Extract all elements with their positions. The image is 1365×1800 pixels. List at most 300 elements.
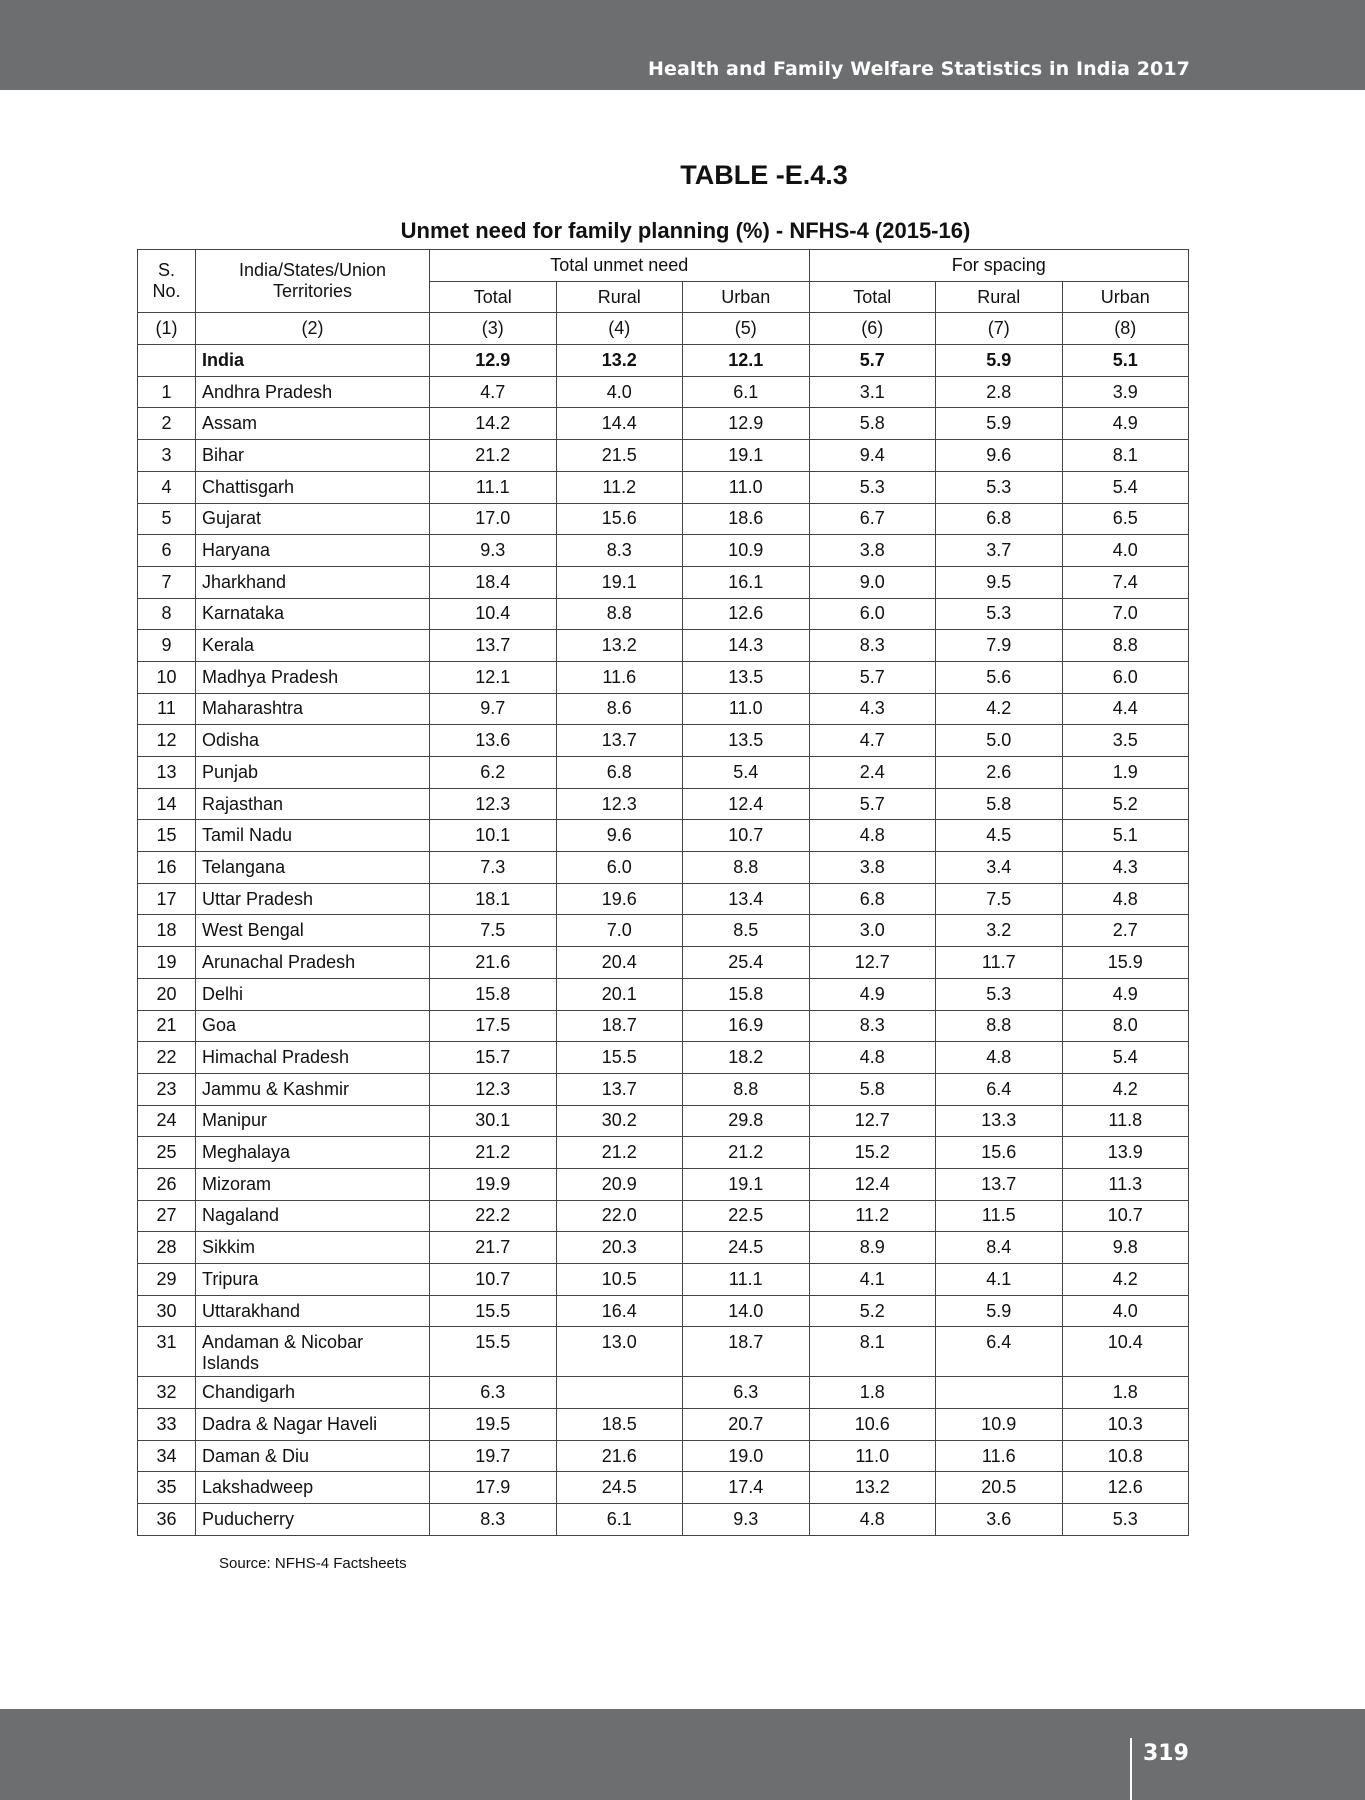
value-cell: 13.9 bbox=[1062, 1137, 1189, 1169]
table-row bbox=[138, 566, 1189, 598]
value-cell: 30.2 bbox=[556, 1105, 683, 1137]
value-cell: 17.9 bbox=[430, 1472, 557, 1504]
value-cell: 4.0 bbox=[1062, 1295, 1189, 1327]
running-header-title: Health and Family Welfare Statistics in India 2017 bbox=[647, 58, 1190, 80]
state-name: Arunachal Pradesh bbox=[196, 947, 430, 979]
value-cell: 30.1 bbox=[430, 1105, 557, 1137]
state-name: Tripura bbox=[196, 1264, 430, 1296]
value-cell: 13.5 bbox=[683, 661, 810, 693]
state-name: Karnataka bbox=[196, 598, 430, 630]
value-cell: 4.7 bbox=[430, 376, 557, 408]
value-cell: 4.8 bbox=[809, 1504, 936, 1536]
value-cell: 10.5 bbox=[556, 1264, 683, 1296]
value-cell: 3.8 bbox=[809, 852, 936, 884]
value-cell: 4.0 bbox=[556, 376, 683, 408]
col-header-spacing-urban: Urban bbox=[1062, 281, 1189, 313]
value-cell: 8.6 bbox=[556, 693, 683, 725]
value-cell: 4.8 bbox=[1062, 883, 1189, 915]
value-cell: 4.9 bbox=[1062, 408, 1189, 440]
row-sno: 7 bbox=[138, 566, 196, 598]
value-cell: 7.0 bbox=[556, 915, 683, 947]
value-cell: 21.6 bbox=[430, 947, 557, 979]
table-row bbox=[138, 1472, 1189, 1504]
row-sno: 34 bbox=[138, 1440, 196, 1472]
state-name: Jharkhand bbox=[196, 566, 430, 598]
value-cell: 2.6 bbox=[936, 757, 1063, 789]
value-cell: 20.3 bbox=[556, 1232, 683, 1264]
value-cell: 9.0 bbox=[809, 566, 936, 598]
source-note: Source: NFHS-4 Factsheets bbox=[219, 1555, 407, 1572]
value-cell: 4.1 bbox=[936, 1264, 1063, 1296]
table-row bbox=[138, 820, 1189, 852]
value-cell: 12.7 bbox=[809, 947, 936, 979]
column-number-row bbox=[138, 313, 1189, 345]
value-cell: 25.4 bbox=[683, 947, 810, 979]
value-cell: 15.9 bbox=[1062, 947, 1189, 979]
value-cell: 12.9 bbox=[683, 408, 810, 440]
value-cell: 5.1 bbox=[1062, 345, 1189, 377]
value-cell: 19.1 bbox=[556, 566, 683, 598]
unmet-need-table bbox=[137, 249, 1189, 1536]
value-cell: 5.9 bbox=[936, 1295, 1063, 1327]
row-sno: 20 bbox=[138, 978, 196, 1010]
value-cell: 15.5 bbox=[430, 1327, 557, 1377]
table-row bbox=[138, 630, 1189, 662]
state-name: Gujarat bbox=[196, 503, 430, 535]
value-cell: 8.3 bbox=[809, 630, 936, 662]
value-cell: 18.7 bbox=[683, 1327, 810, 1377]
value-cell: 6.7 bbox=[809, 503, 936, 535]
value-cell: 4.7 bbox=[809, 725, 936, 757]
value-cell: 20.1 bbox=[556, 978, 683, 1010]
value-cell: 11.0 bbox=[683, 693, 810, 725]
value-cell: 3.5 bbox=[1062, 725, 1189, 757]
value-cell: 15.5 bbox=[430, 1295, 557, 1327]
value-cell: 8.5 bbox=[683, 915, 810, 947]
value-cell: 17.5 bbox=[430, 1010, 557, 1042]
state-name: West Bengal bbox=[196, 915, 430, 947]
value-cell: 3.1 bbox=[809, 376, 936, 408]
state-name: Andaman & Nicobar Islands bbox=[196, 1327, 430, 1377]
value-cell: 9.6 bbox=[936, 440, 1063, 472]
table-row bbox=[138, 788, 1189, 820]
table-row bbox=[138, 757, 1189, 789]
row-sno: 36 bbox=[138, 1504, 196, 1536]
row-sno: 30 bbox=[138, 1295, 196, 1327]
value-cell: 7.5 bbox=[936, 883, 1063, 915]
value-cell: 10.3 bbox=[1062, 1409, 1189, 1441]
value-cell: 6.2 bbox=[430, 757, 557, 789]
table-row bbox=[138, 1168, 1189, 1200]
value-cell: 6.5 bbox=[1062, 503, 1189, 535]
table-row bbox=[138, 1264, 1189, 1296]
value-cell: 5.7 bbox=[809, 661, 936, 693]
value-cell: 5.9 bbox=[936, 345, 1063, 377]
value-cell: 11.6 bbox=[556, 661, 683, 693]
value-cell: 9.5 bbox=[936, 566, 1063, 598]
value-cell: 11.5 bbox=[936, 1200, 1063, 1232]
col-number: (2) bbox=[196, 313, 430, 345]
table-row bbox=[138, 1042, 1189, 1074]
value-cell: 13.7 bbox=[430, 630, 557, 662]
value-cell: 5.0 bbox=[936, 725, 1063, 757]
table-row bbox=[138, 1409, 1189, 1441]
value-cell: 6.0 bbox=[809, 598, 936, 630]
value-cell: 6.4 bbox=[936, 1327, 1063, 1377]
value-cell: 6.0 bbox=[556, 852, 683, 884]
col-header-sno: S. No. bbox=[138, 250, 196, 313]
row-sno: 28 bbox=[138, 1232, 196, 1264]
table-row bbox=[138, 1137, 1189, 1169]
value-cell: 4.3 bbox=[1062, 852, 1189, 884]
value-cell: 7.4 bbox=[1062, 566, 1189, 598]
value-cell: 5.8 bbox=[809, 1073, 936, 1105]
value-cell: 6.3 bbox=[683, 1377, 810, 1409]
value-cell: 14.0 bbox=[683, 1295, 810, 1327]
state-name: Uttar Pradesh bbox=[196, 883, 430, 915]
row-sno: 23 bbox=[138, 1073, 196, 1105]
value-cell: 16.4 bbox=[556, 1295, 683, 1327]
state-name: Dadra & Nagar Haveli bbox=[196, 1409, 430, 1441]
row-sno: 16 bbox=[138, 852, 196, 884]
value-cell: 4.1 bbox=[809, 1264, 936, 1296]
row-sno: 18 bbox=[138, 915, 196, 947]
row-sno: 11 bbox=[138, 693, 196, 725]
value-cell: 8.9 bbox=[809, 1232, 936, 1264]
value-cell: 5.2 bbox=[1062, 788, 1189, 820]
value-cell: 12.9 bbox=[430, 345, 557, 377]
table-row bbox=[138, 1377, 1189, 1409]
value-cell: 11.2 bbox=[556, 471, 683, 503]
table-row bbox=[138, 978, 1189, 1010]
table-row bbox=[138, 1504, 1189, 1536]
row-sno: 1 bbox=[138, 376, 196, 408]
state-name: Manipur bbox=[196, 1105, 430, 1137]
value-cell: 4.5 bbox=[936, 820, 1063, 852]
state-name: Mizoram bbox=[196, 1168, 430, 1200]
value-cell: 11.8 bbox=[1062, 1105, 1189, 1137]
value-cell: 16.1 bbox=[683, 566, 810, 598]
value-cell: 5.4 bbox=[1062, 1042, 1189, 1074]
value-cell: 20.9 bbox=[556, 1168, 683, 1200]
row-sno: 21 bbox=[138, 1010, 196, 1042]
value-cell: 5.1 bbox=[1062, 820, 1189, 852]
state-name: Chattisgarh bbox=[196, 471, 430, 503]
value-cell: 7.3 bbox=[430, 852, 557, 884]
value-cell: 8.1 bbox=[1062, 440, 1189, 472]
value-cell: 19.5 bbox=[430, 1409, 557, 1441]
table-row bbox=[138, 535, 1189, 567]
value-cell: 9.8 bbox=[1062, 1232, 1189, 1264]
state-name: Bihar bbox=[196, 440, 430, 472]
value-cell: 8.4 bbox=[936, 1232, 1063, 1264]
value-cell: 8.3 bbox=[430, 1504, 557, 1536]
value-cell: 15.8 bbox=[683, 978, 810, 1010]
table-row bbox=[138, 693, 1189, 725]
value-cell: 1.8 bbox=[1062, 1377, 1189, 1409]
row-sno: 17 bbox=[138, 883, 196, 915]
col-header-urban: Urban bbox=[683, 281, 810, 313]
value-cell: 13.7 bbox=[556, 725, 683, 757]
value-cell: 19.1 bbox=[683, 440, 810, 472]
row-sno: 13 bbox=[138, 757, 196, 789]
value-cell: 3.4 bbox=[936, 852, 1063, 884]
table-row bbox=[138, 503, 1189, 535]
value-cell: 8.8 bbox=[936, 1010, 1063, 1042]
value-cell: 20.7 bbox=[683, 1409, 810, 1441]
value-cell: 4.8 bbox=[809, 820, 936, 852]
value-cell: 6.8 bbox=[936, 503, 1063, 535]
state-name: Daman & Diu bbox=[196, 1440, 430, 1472]
table-row bbox=[138, 1440, 1189, 1472]
value-cell: 7.0 bbox=[1062, 598, 1189, 630]
value-cell: 9.7 bbox=[430, 693, 557, 725]
value-cell: 6.4 bbox=[936, 1073, 1063, 1105]
col-number: (3) bbox=[430, 313, 557, 345]
value-cell: 13.2 bbox=[556, 630, 683, 662]
value-cell: 3.0 bbox=[809, 915, 936, 947]
value-cell: 9.4 bbox=[809, 440, 936, 472]
state-name: Telangana bbox=[196, 852, 430, 884]
table-row bbox=[138, 1073, 1189, 1105]
value-cell: 22.2 bbox=[430, 1200, 557, 1232]
value-cell: 13.2 bbox=[809, 1472, 936, 1504]
value-cell: 8.0 bbox=[1062, 1010, 1189, 1042]
table-row bbox=[138, 598, 1189, 630]
value-cell: 10.7 bbox=[430, 1264, 557, 1296]
col-header-state: India/States/Union Territories bbox=[196, 250, 430, 313]
value-cell: 4.8 bbox=[936, 1042, 1063, 1074]
table-row bbox=[138, 471, 1189, 503]
value-cell: 12.7 bbox=[809, 1105, 936, 1137]
state-name: Jammu & Kashmir bbox=[196, 1073, 430, 1105]
value-cell: 8.3 bbox=[556, 535, 683, 567]
state-name: Lakshadweep bbox=[196, 1472, 430, 1504]
value-cell: 19.0 bbox=[683, 1440, 810, 1472]
value-cell: 6.0 bbox=[1062, 661, 1189, 693]
value-cell: 3.6 bbox=[936, 1504, 1063, 1536]
value-cell: 14.2 bbox=[430, 408, 557, 440]
row-sno: 2 bbox=[138, 408, 196, 440]
value-cell: 12.1 bbox=[683, 345, 810, 377]
table-body bbox=[138, 345, 1189, 1536]
table-row bbox=[138, 1327, 1189, 1377]
state-name: Odisha bbox=[196, 725, 430, 757]
value-cell bbox=[556, 1377, 683, 1409]
value-cell: 13.7 bbox=[936, 1168, 1063, 1200]
value-cell: 11.6 bbox=[936, 1440, 1063, 1472]
col-number: (6) bbox=[809, 313, 936, 345]
value-cell: 12.1 bbox=[430, 661, 557, 693]
row-sno: 33 bbox=[138, 1409, 196, 1441]
value-cell: 12.4 bbox=[683, 788, 810, 820]
value-cell: 5.2 bbox=[809, 1295, 936, 1327]
value-cell: 5.3 bbox=[1062, 1504, 1189, 1536]
value-cell: 21.7 bbox=[430, 1232, 557, 1264]
value-cell: 12.3 bbox=[556, 788, 683, 820]
value-cell: 5.3 bbox=[809, 471, 936, 503]
col-number: (7) bbox=[936, 313, 1063, 345]
value-cell: 10.8 bbox=[1062, 1440, 1189, 1472]
value-cell: 5.7 bbox=[809, 788, 936, 820]
value-cell: 8.8 bbox=[1062, 630, 1189, 662]
table-row-india bbox=[138, 345, 1189, 377]
value-cell: 9.3 bbox=[430, 535, 557, 567]
value-cell: 24.5 bbox=[556, 1472, 683, 1504]
value-cell: 22.5 bbox=[683, 1200, 810, 1232]
row-sno: 3 bbox=[138, 440, 196, 472]
value-cell: 29.8 bbox=[683, 1105, 810, 1137]
state-name: Madhya Pradesh bbox=[196, 661, 430, 693]
value-cell: 5.3 bbox=[936, 598, 1063, 630]
table-row bbox=[138, 1232, 1189, 1264]
value-cell: 2.7 bbox=[1062, 915, 1189, 947]
value-cell: 7.9 bbox=[936, 630, 1063, 662]
value-cell: 4.8 bbox=[809, 1042, 936, 1074]
value-cell: 18.1 bbox=[430, 883, 557, 915]
value-cell: 19.7 bbox=[430, 1440, 557, 1472]
row-sno: 31 bbox=[138, 1327, 196, 1377]
value-cell: 5.3 bbox=[936, 471, 1063, 503]
value-cell: 20.4 bbox=[556, 947, 683, 979]
value-cell: 21.5 bbox=[556, 440, 683, 472]
value-cell: 14.4 bbox=[556, 408, 683, 440]
value-cell: 21.6 bbox=[556, 1440, 683, 1472]
col-header-spacing-rural: Rural bbox=[936, 281, 1063, 313]
state-name: Tamil Nadu bbox=[196, 820, 430, 852]
value-cell: 1.8 bbox=[809, 1377, 936, 1409]
col-group-spacing: For spacing bbox=[809, 250, 1189, 282]
value-cell: 5.7 bbox=[809, 345, 936, 377]
col-number: (4) bbox=[556, 313, 683, 345]
row-sno: 14 bbox=[138, 788, 196, 820]
state-name: Delhi bbox=[196, 978, 430, 1010]
value-cell: 19.9 bbox=[430, 1168, 557, 1200]
value-cell: 10.7 bbox=[683, 820, 810, 852]
value-cell: 8.8 bbox=[683, 1073, 810, 1105]
value-cell: 15.2 bbox=[809, 1137, 936, 1169]
table-row bbox=[138, 1010, 1189, 1042]
state-name: Assam bbox=[196, 408, 430, 440]
state-name: Meghalaya bbox=[196, 1137, 430, 1169]
value-cell: 10.1 bbox=[430, 820, 557, 852]
value-cell: 5.4 bbox=[1062, 471, 1189, 503]
value-cell: 10.6 bbox=[809, 1409, 936, 1441]
value-cell: 15.8 bbox=[430, 978, 557, 1010]
state-name: Rajasthan bbox=[196, 788, 430, 820]
header-band bbox=[0, 0, 1365, 90]
state-name: Maharashtra bbox=[196, 693, 430, 725]
col-header-spacing-total: Total bbox=[809, 281, 936, 313]
value-cell: 15.6 bbox=[556, 503, 683, 535]
row-sno: 6 bbox=[138, 535, 196, 567]
value-cell: 12.3 bbox=[430, 1073, 557, 1105]
row-sno: 12 bbox=[138, 725, 196, 757]
table-row bbox=[138, 408, 1189, 440]
table-row bbox=[138, 852, 1189, 884]
col-number: (5) bbox=[683, 313, 810, 345]
value-cell: 5.8 bbox=[809, 408, 936, 440]
value-cell: 12.6 bbox=[1062, 1472, 1189, 1504]
value-cell: 12.3 bbox=[430, 788, 557, 820]
value-cell: 11.3 bbox=[1062, 1168, 1189, 1200]
row-sno: 9 bbox=[138, 630, 196, 662]
value-cell: 19.6 bbox=[556, 883, 683, 915]
value-cell: 12.4 bbox=[809, 1168, 936, 1200]
value-cell: 2.4 bbox=[809, 757, 936, 789]
row-sno: 19 bbox=[138, 947, 196, 979]
table-row bbox=[138, 725, 1189, 757]
value-cell: 14.3 bbox=[683, 630, 810, 662]
value-cell: 13.3 bbox=[936, 1105, 1063, 1137]
value-cell: 17.0 bbox=[430, 503, 557, 535]
row-sno: 10 bbox=[138, 661, 196, 693]
table-row bbox=[138, 661, 1189, 693]
value-cell: 21.2 bbox=[683, 1137, 810, 1169]
page-number: 319 bbox=[1143, 1741, 1189, 1766]
col-number: (8) bbox=[1062, 313, 1189, 345]
value-cell: 12.6 bbox=[683, 598, 810, 630]
table-caption: Unmet need for family planning (%) - NFHS-4 (2015-16) bbox=[400, 218, 971, 243]
value-cell: 2.8 bbox=[936, 376, 1063, 408]
value-cell: 18.7 bbox=[556, 1010, 683, 1042]
state-name: Andhra Pradesh bbox=[196, 376, 430, 408]
value-cell: 18.4 bbox=[430, 566, 557, 598]
value-cell: 4.2 bbox=[1062, 1264, 1189, 1296]
table-row bbox=[138, 440, 1189, 472]
table-row bbox=[138, 1295, 1189, 1327]
value-cell bbox=[936, 1377, 1063, 1409]
value-cell: 11.0 bbox=[809, 1440, 936, 1472]
row-sno: 27 bbox=[138, 1200, 196, 1232]
state-name: Punjab bbox=[196, 757, 430, 789]
value-cell: 11.1 bbox=[430, 471, 557, 503]
value-cell: 19.1 bbox=[683, 1168, 810, 1200]
value-cell: 4.9 bbox=[809, 978, 936, 1010]
value-cell: 8.8 bbox=[556, 598, 683, 630]
value-cell: 13.7 bbox=[556, 1073, 683, 1105]
value-cell: 21.2 bbox=[556, 1137, 683, 1169]
value-cell: 15.7 bbox=[430, 1042, 557, 1074]
row-sno: 15 bbox=[138, 820, 196, 852]
value-cell: 10.9 bbox=[936, 1409, 1063, 1441]
value-cell: 4.2 bbox=[936, 693, 1063, 725]
row-sno: 32 bbox=[138, 1377, 196, 1409]
value-cell: 9.3 bbox=[683, 1504, 810, 1536]
row-sno: 24 bbox=[138, 1105, 196, 1137]
col-group-total-unmet: Total unmet need bbox=[430, 250, 810, 282]
value-cell: 13.4 bbox=[683, 883, 810, 915]
row-sno: 5 bbox=[138, 503, 196, 535]
value-cell: 21.2 bbox=[430, 1137, 557, 1169]
value-cell: 22.0 bbox=[556, 1200, 683, 1232]
row-sno: 4 bbox=[138, 471, 196, 503]
value-cell: 21.2 bbox=[430, 440, 557, 472]
value-cell: 4.4 bbox=[1062, 693, 1189, 725]
value-cell: 10.4 bbox=[1062, 1327, 1189, 1377]
table-row bbox=[138, 376, 1189, 408]
value-cell: 7.5 bbox=[430, 915, 557, 947]
value-cell: 5.8 bbox=[936, 788, 1063, 820]
value-cell: 6.8 bbox=[556, 757, 683, 789]
value-cell: 11.7 bbox=[936, 947, 1063, 979]
table-row bbox=[138, 1105, 1189, 1137]
state-name: Chandigarh bbox=[196, 1377, 430, 1409]
state-name: Haryana bbox=[196, 535, 430, 567]
value-cell: 3.7 bbox=[936, 535, 1063, 567]
table-id: TABLE -E.4.3 bbox=[680, 160, 848, 190]
value-cell: 17.4 bbox=[683, 1472, 810, 1504]
